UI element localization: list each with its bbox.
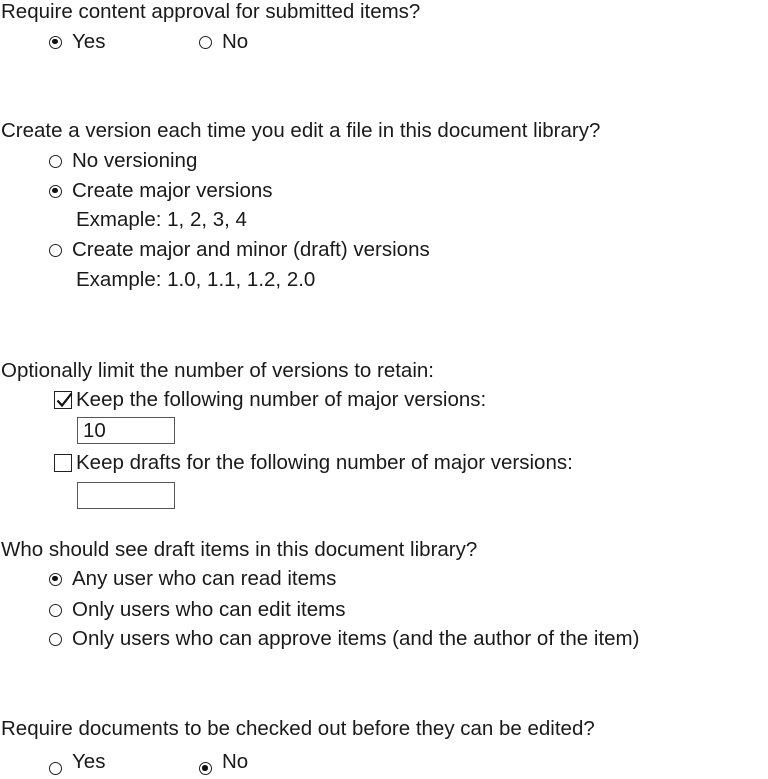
major-versions-option[interactable] [49, 179, 273, 203]
draft-read-label: Any user who can read items [72, 567, 337, 590]
approval-yes-option[interactable] [49, 30, 105, 54]
checkout-yes-label: Yes [72, 749, 106, 773]
checkout-no-radio[interactable] [199, 762, 212, 775]
checkout-no-option[interactable] [199, 748, 248, 775]
major-minor-versions-option[interactable] [49, 238, 430, 262]
approval-no-radio[interactable] [199, 36, 212, 49]
no-versioning-label: No versioning [72, 149, 198, 172]
approval-no-label: No [222, 30, 249, 53]
versioning-question: Create a version each time you edit a file in this document library? [1, 119, 601, 142]
checkout-question: Require documents to be checked out before they can be edited? [1, 717, 595, 740]
keep-drafts-option[interactable] [54, 451, 573, 475]
no-versioning-option[interactable] [49, 149, 197, 173]
draft-versions-count-input[interactable] [77, 482, 175, 509]
major-minor-versions-label: Create major and minor (draft) versions [72, 238, 430, 261]
version-limit-question: Optionally limit the number of versions to retain: [1, 359, 434, 382]
checkout-no-label: No [222, 749, 249, 773]
draft-edit-label: Only users who can edit items [72, 598, 346, 621]
checkout-yes-radio[interactable] [49, 762, 62, 775]
checkmark-icon [55, 392, 73, 410]
approval-no-option[interactable] [199, 30, 248, 54]
draft-approve-option[interactable] [49, 627, 639, 651]
major-versions-count-input[interactable] [77, 417, 175, 444]
major-versions-example: Exmaple: 1, 2, 3, 4 [76, 208, 247, 231]
checkout-yes-option[interactable] [49, 748, 105, 775]
draft-approve-radio[interactable] [49, 633, 62, 646]
no-versioning-radio[interactable] [49, 155, 62, 168]
keep-major-versions-option[interactable] [54, 388, 486, 412]
major-versions-radio[interactable] [49, 185, 62, 198]
draft-read-option[interactable] [49, 567, 336, 591]
major-minor-versions-example: Example: 1.0, 1.1, 1.2, 2.0 [76, 268, 316, 291]
draft-approve-label: Only users who can approve items (and the author of the item) [72, 627, 640, 650]
content-approval-question: Require content approval for submitted items? [1, 0, 421, 23]
draft-edit-radio[interactable] [49, 604, 62, 617]
major-minor-versions-radio[interactable] [49, 244, 62, 257]
keep-major-versions-checkbox[interactable] [54, 391, 72, 409]
draft-edit-option[interactable] [49, 598, 345, 622]
approval-yes-label: Yes [72, 30, 106, 53]
keep-drafts-checkbox[interactable] [54, 454, 72, 472]
keep-major-versions-label: Keep the following number of major versions: [76, 388, 487, 411]
keep-drafts-label: Keep drafts for the following number of major versions: [76, 451, 573, 474]
draft-read-radio[interactable] [49, 573, 62, 586]
major-versions-label: Create major versions [72, 179, 273, 202]
draft-visibility-question: Who should see draft items in this document library? [1, 538, 478, 561]
approval-yes-radio[interactable] [49, 36, 62, 49]
